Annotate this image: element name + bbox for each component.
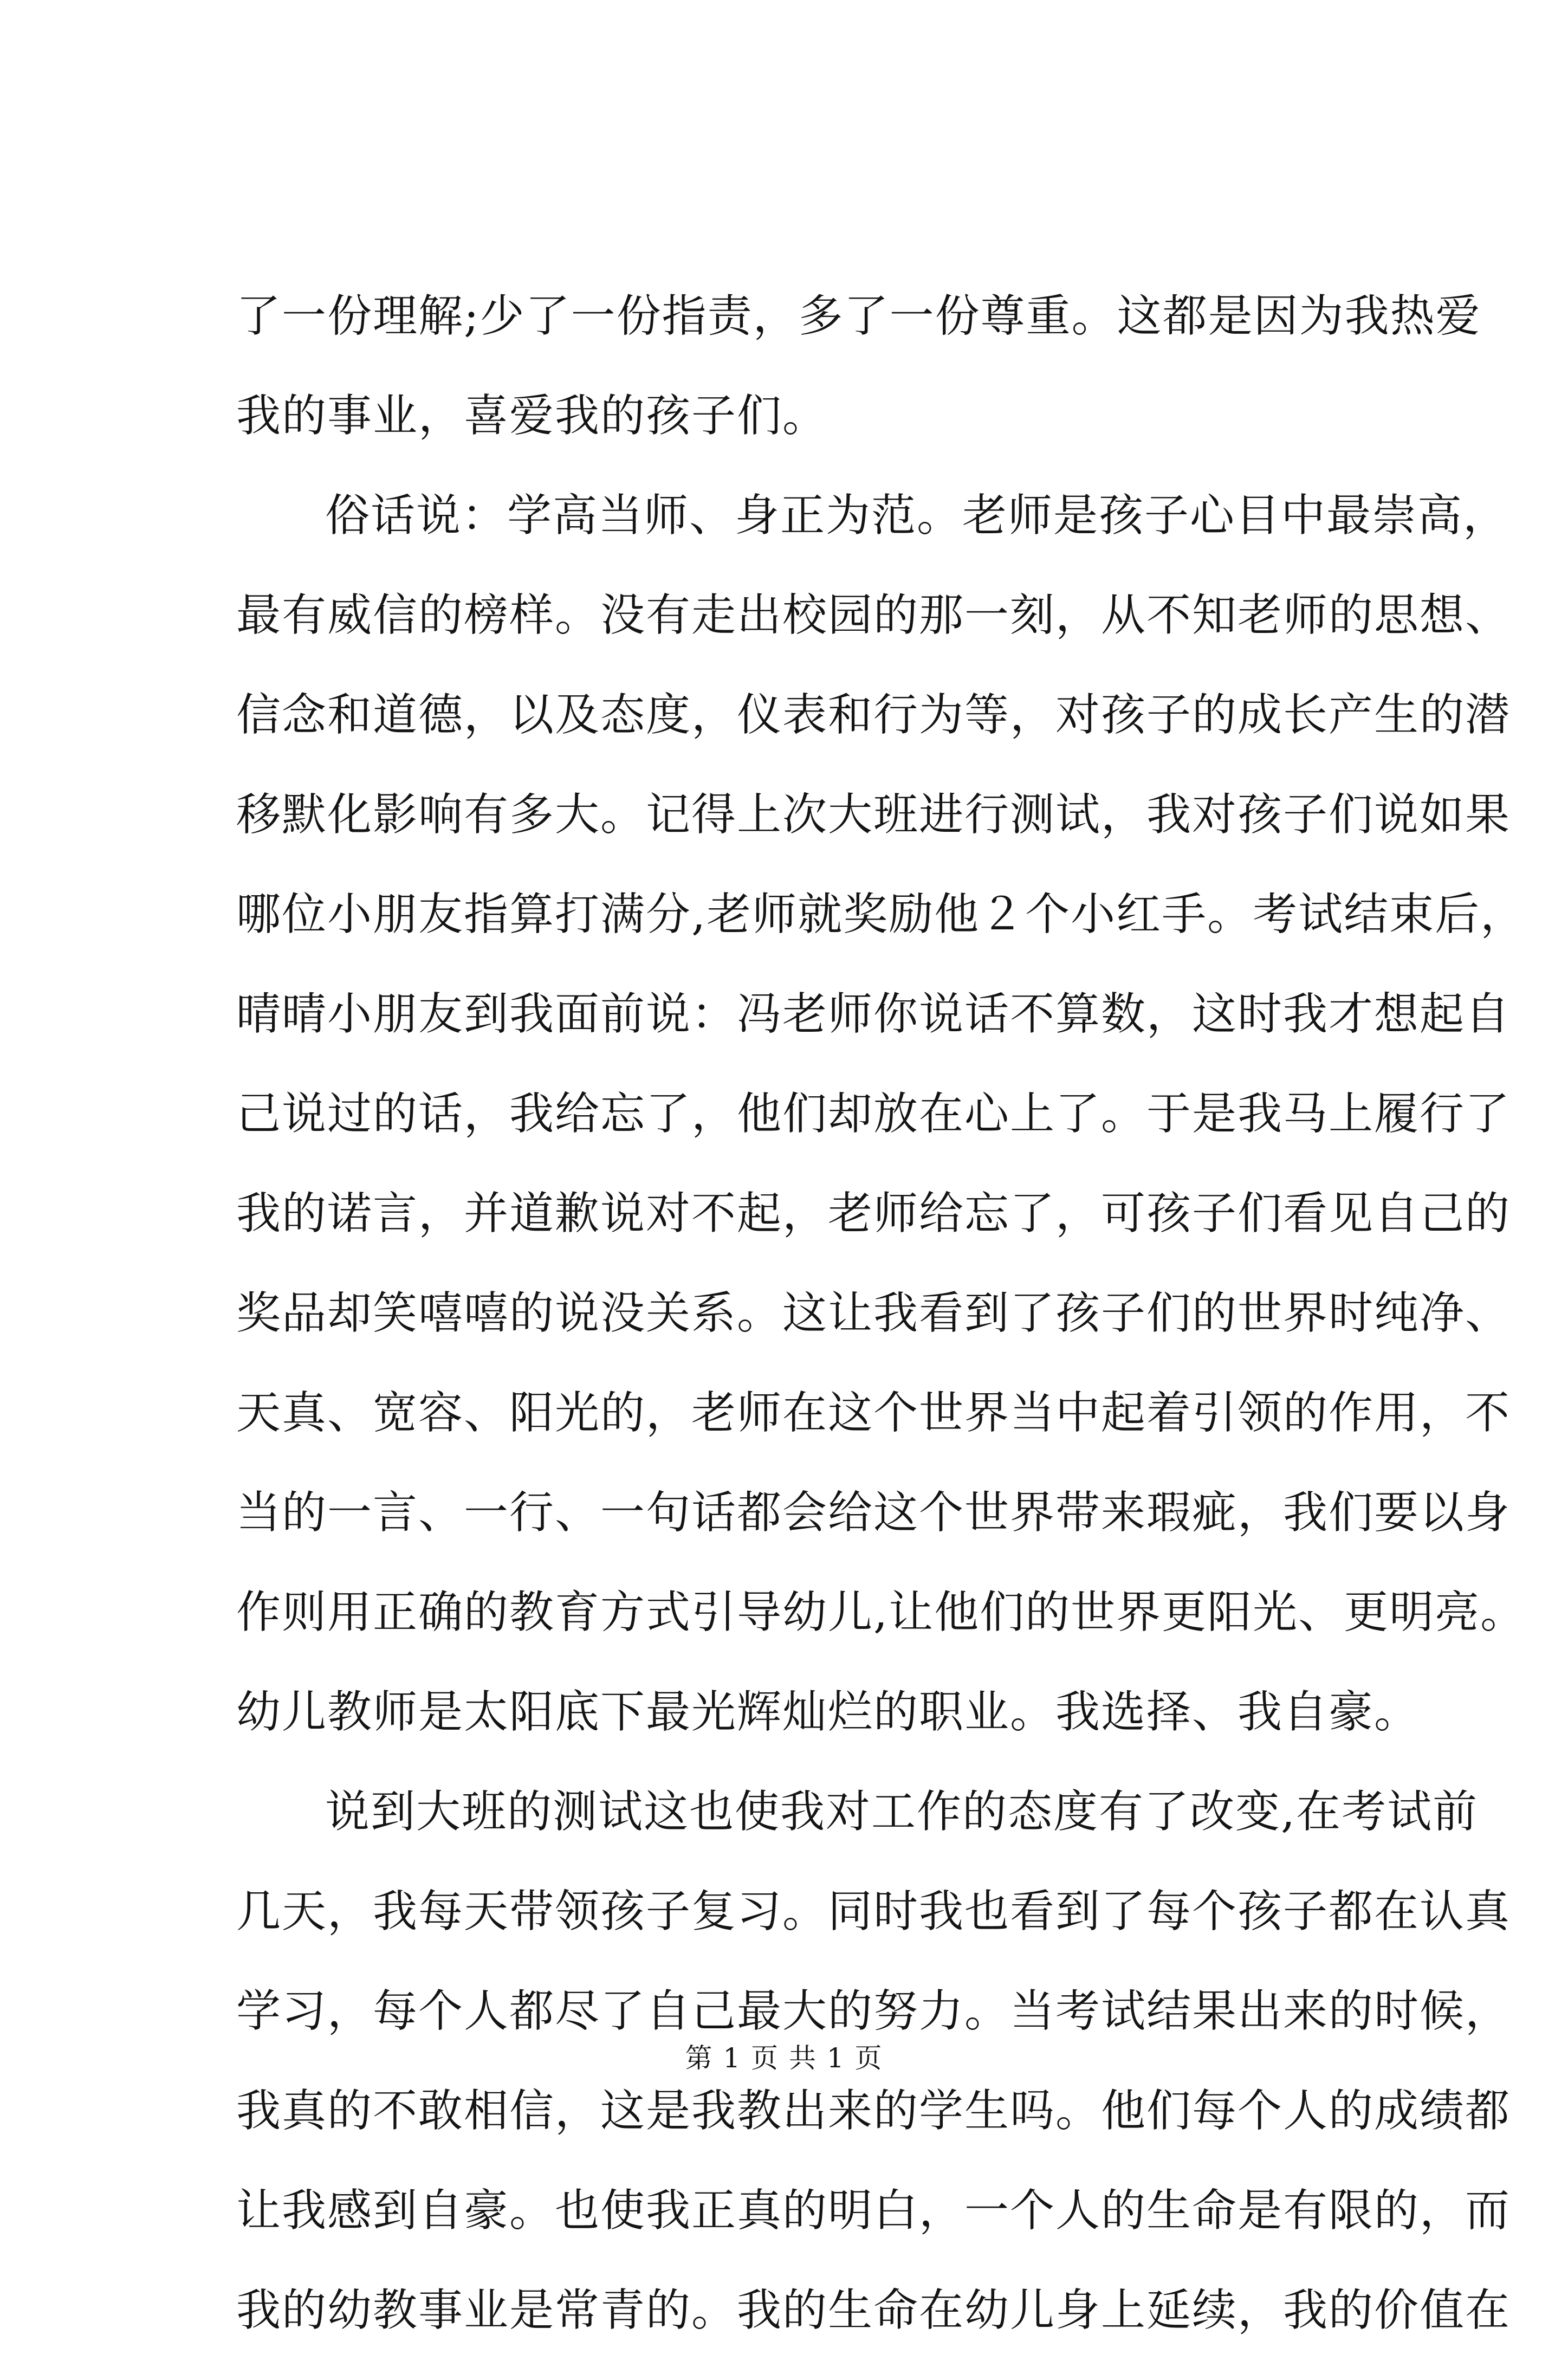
text-line: 我的事业，喜爱我的孩子们。 [236, 390, 828, 442]
text-line: 让我感到自豪。也使我正真的明白，一个人的生命是有限的，而 [236, 2185, 1511, 2236]
text-line: 信念和道德，以及态度，仪表和行为等，对孩子的成长产生的潜 [236, 689, 1511, 741]
text-line: 移默化影响有多大。记得上次大班进行测试，我对孩子们说如果 [236, 789, 1511, 840]
text-line: 天真、宽容、阳光的，老师在这个世界当中起着引领的作用，不 [236, 1387, 1511, 1439]
page-footer: 第 1 页 共 1 页 [685, 2042, 883, 2074]
text-line: 我真的不敢相信，这是我教出来的学生吗。他们每个人的成绩都 [236, 2085, 1511, 2137]
paragraph-first-line: 说到大班的测试这也使我对工作的态度有了改变,在考试前 [325, 1786, 1479, 1838]
text-line: 己说过的话，我给忘了，他们却放在心上了。于是我马上履行了 [236, 1088, 1511, 1140]
text-line: 晴晴小朋友到我面前说：冯老师你说话不算数，这时我才想起自 [236, 988, 1511, 1040]
text-line: 当的一言、一行、一句话都会给这个世界带来瑕疵，我们要以身 [236, 1487, 1511, 1538]
text-line: 奖品却笑嘻嘻的说没关系。这让我看到了孩子们的世界时纯净、 [236, 1288, 1511, 1339]
text-line: 哪位小朋友指算打满分,老师就奖励他２个小红手。考试结束后， [236, 889, 1526, 940]
text-line: 几天，我每天带领孩子复习。同时我也看到了每个孩子都在认真 [236, 1886, 1511, 1937]
text-line: 作则用正确的教育方式引导幼儿,让他们的世界更阳光、更明亮。 [236, 1587, 1526, 1638]
text-line: 我的幼教事业是常青的。我的生命在幼儿身上延续，我的价值在 [236, 2285, 1511, 2336]
text-line: 了一份理解;少了一份指责，多了一份尊重。这都是因为我热爱 [236, 290, 1481, 342]
text-line: 学习，每个人都尽了自己最大的努力。当考试结果出来的时候， [236, 1986, 1511, 2037]
text-line: 我的诺言，并道歉说对不起，老师给忘了，可孩子们看见自己的 [236, 1188, 1511, 1239]
text-line: 最有威信的榜样。没有走出校园的那一刻，从不知老师的思想、 [236, 590, 1511, 641]
text-line: 幼儿教师是太阳底下最光辉灿烂的职业。我选择、我自豪。 [236, 1686, 1420, 1738]
paragraph-first-line: 俗话说：学高当师、身正为范。老师是孩子心目中最崇高， [325, 490, 1509, 541]
